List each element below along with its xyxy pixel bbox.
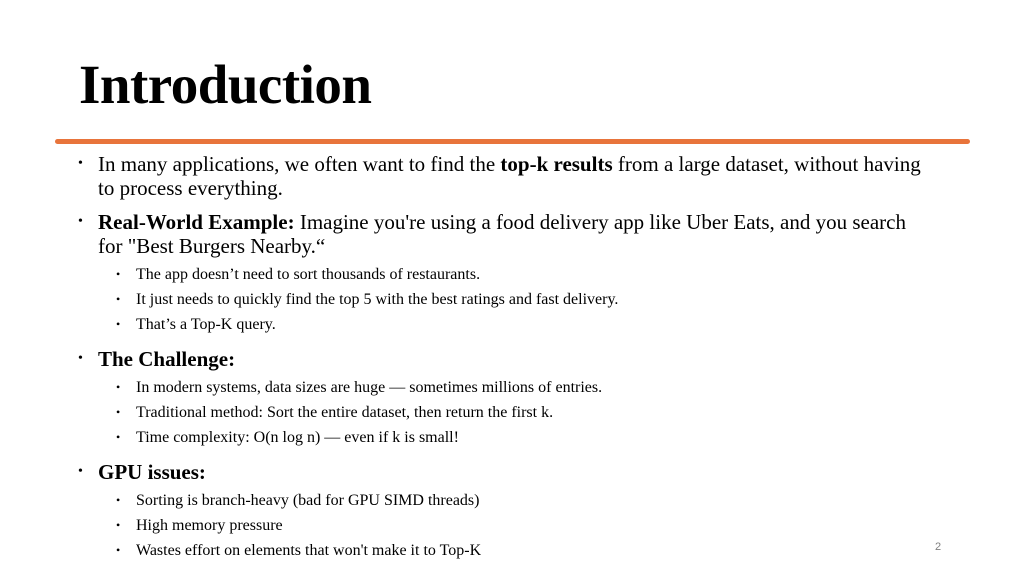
sub-bullet [78,287,928,312]
sub-bullet [78,425,928,450]
bullet-gpu-issues [78,460,928,484]
sublist-real-world [78,262,928,337]
sub-bullet [78,312,928,337]
bullet-intro-bold: top-k results [500,152,613,176]
bullet-intro-text: In many applications, we often want to find the [98,152,501,176]
bullet-real-world-example [78,210,928,258]
sub-bullet-text: Wastes effort on elements that won't make it to Top-K [136,542,482,559]
bullet-dot-icon: • [78,351,83,366]
page-number: 2 [935,541,942,553]
slide-title: Introduction [79,54,372,115]
sub-bullet-dot-icon: • [116,518,121,532]
sub-bullet-dot-icon: • [116,267,121,281]
bullet-challenge [78,347,928,371]
sub-bullet-dot-icon: • [116,380,121,394]
sub-bullet-text: Sorting is branch-heavy (bad for GPU SIMD threads) [136,492,480,509]
sub-bullet-text: It just needs to quickly find the top 5 with the best ratings and fast delivery. [136,291,619,308]
sub-bullet-dot-icon: • [116,493,121,507]
sublist-gpu [78,488,928,563]
bullet-dot-icon: • [78,214,83,229]
sub-bullet [78,262,928,287]
bullet-dot-icon: • [78,464,83,479]
sub-bullet [78,513,928,538]
bullet-intro [78,152,928,200]
sub-bullet-text: In modern systems, data sizes are huge — sometimes millions of entries. [136,379,603,396]
sub-bullet [78,375,928,400]
bullet-challenge-heading: The Challenge: [98,347,236,371]
title-divider [55,139,970,144]
bullet-real-world-text: Imagine you're using a food delivery app like Uber Eats, and you search for "Best Burgers Nearby.“ [98,210,906,258]
sub-bullet-dot-icon: • [116,317,121,331]
sub-bullet-dot-icon: • [116,405,121,419]
sub-bullet-text: High memory pressure [136,517,283,534]
bullet-intro-text-end: from a large dataset, without having to process everything. [98,152,921,200]
slide-content [78,152,928,573]
sub-bullet-dot-icon: • [116,292,121,306]
sub-bullet-text: Traditional method: Sort the entire dataset, then return the first k. [136,404,554,421]
bullet-gpu-heading: GPU issues: [98,460,206,484]
sub-bullet [78,538,928,563]
bullet-real-world-heading: Real-World Example: [98,210,295,234]
sub-bullet-dot-icon: • [116,543,121,557]
sub-bullet-text: Time complexity: O(n log n) — even if k is small! [136,429,459,446]
sub-bullet [78,400,928,425]
sub-bullet-text: The app doesn’t need to sort thousands of restaurants. [136,266,481,283]
sublist-challenge [78,375,928,450]
sub-bullet-text: That’s a Top-K query. [136,316,276,333]
sub-bullet-dot-icon: • [116,430,121,444]
sub-bullet [78,488,928,513]
bullet-dot-icon: • [78,156,83,171]
